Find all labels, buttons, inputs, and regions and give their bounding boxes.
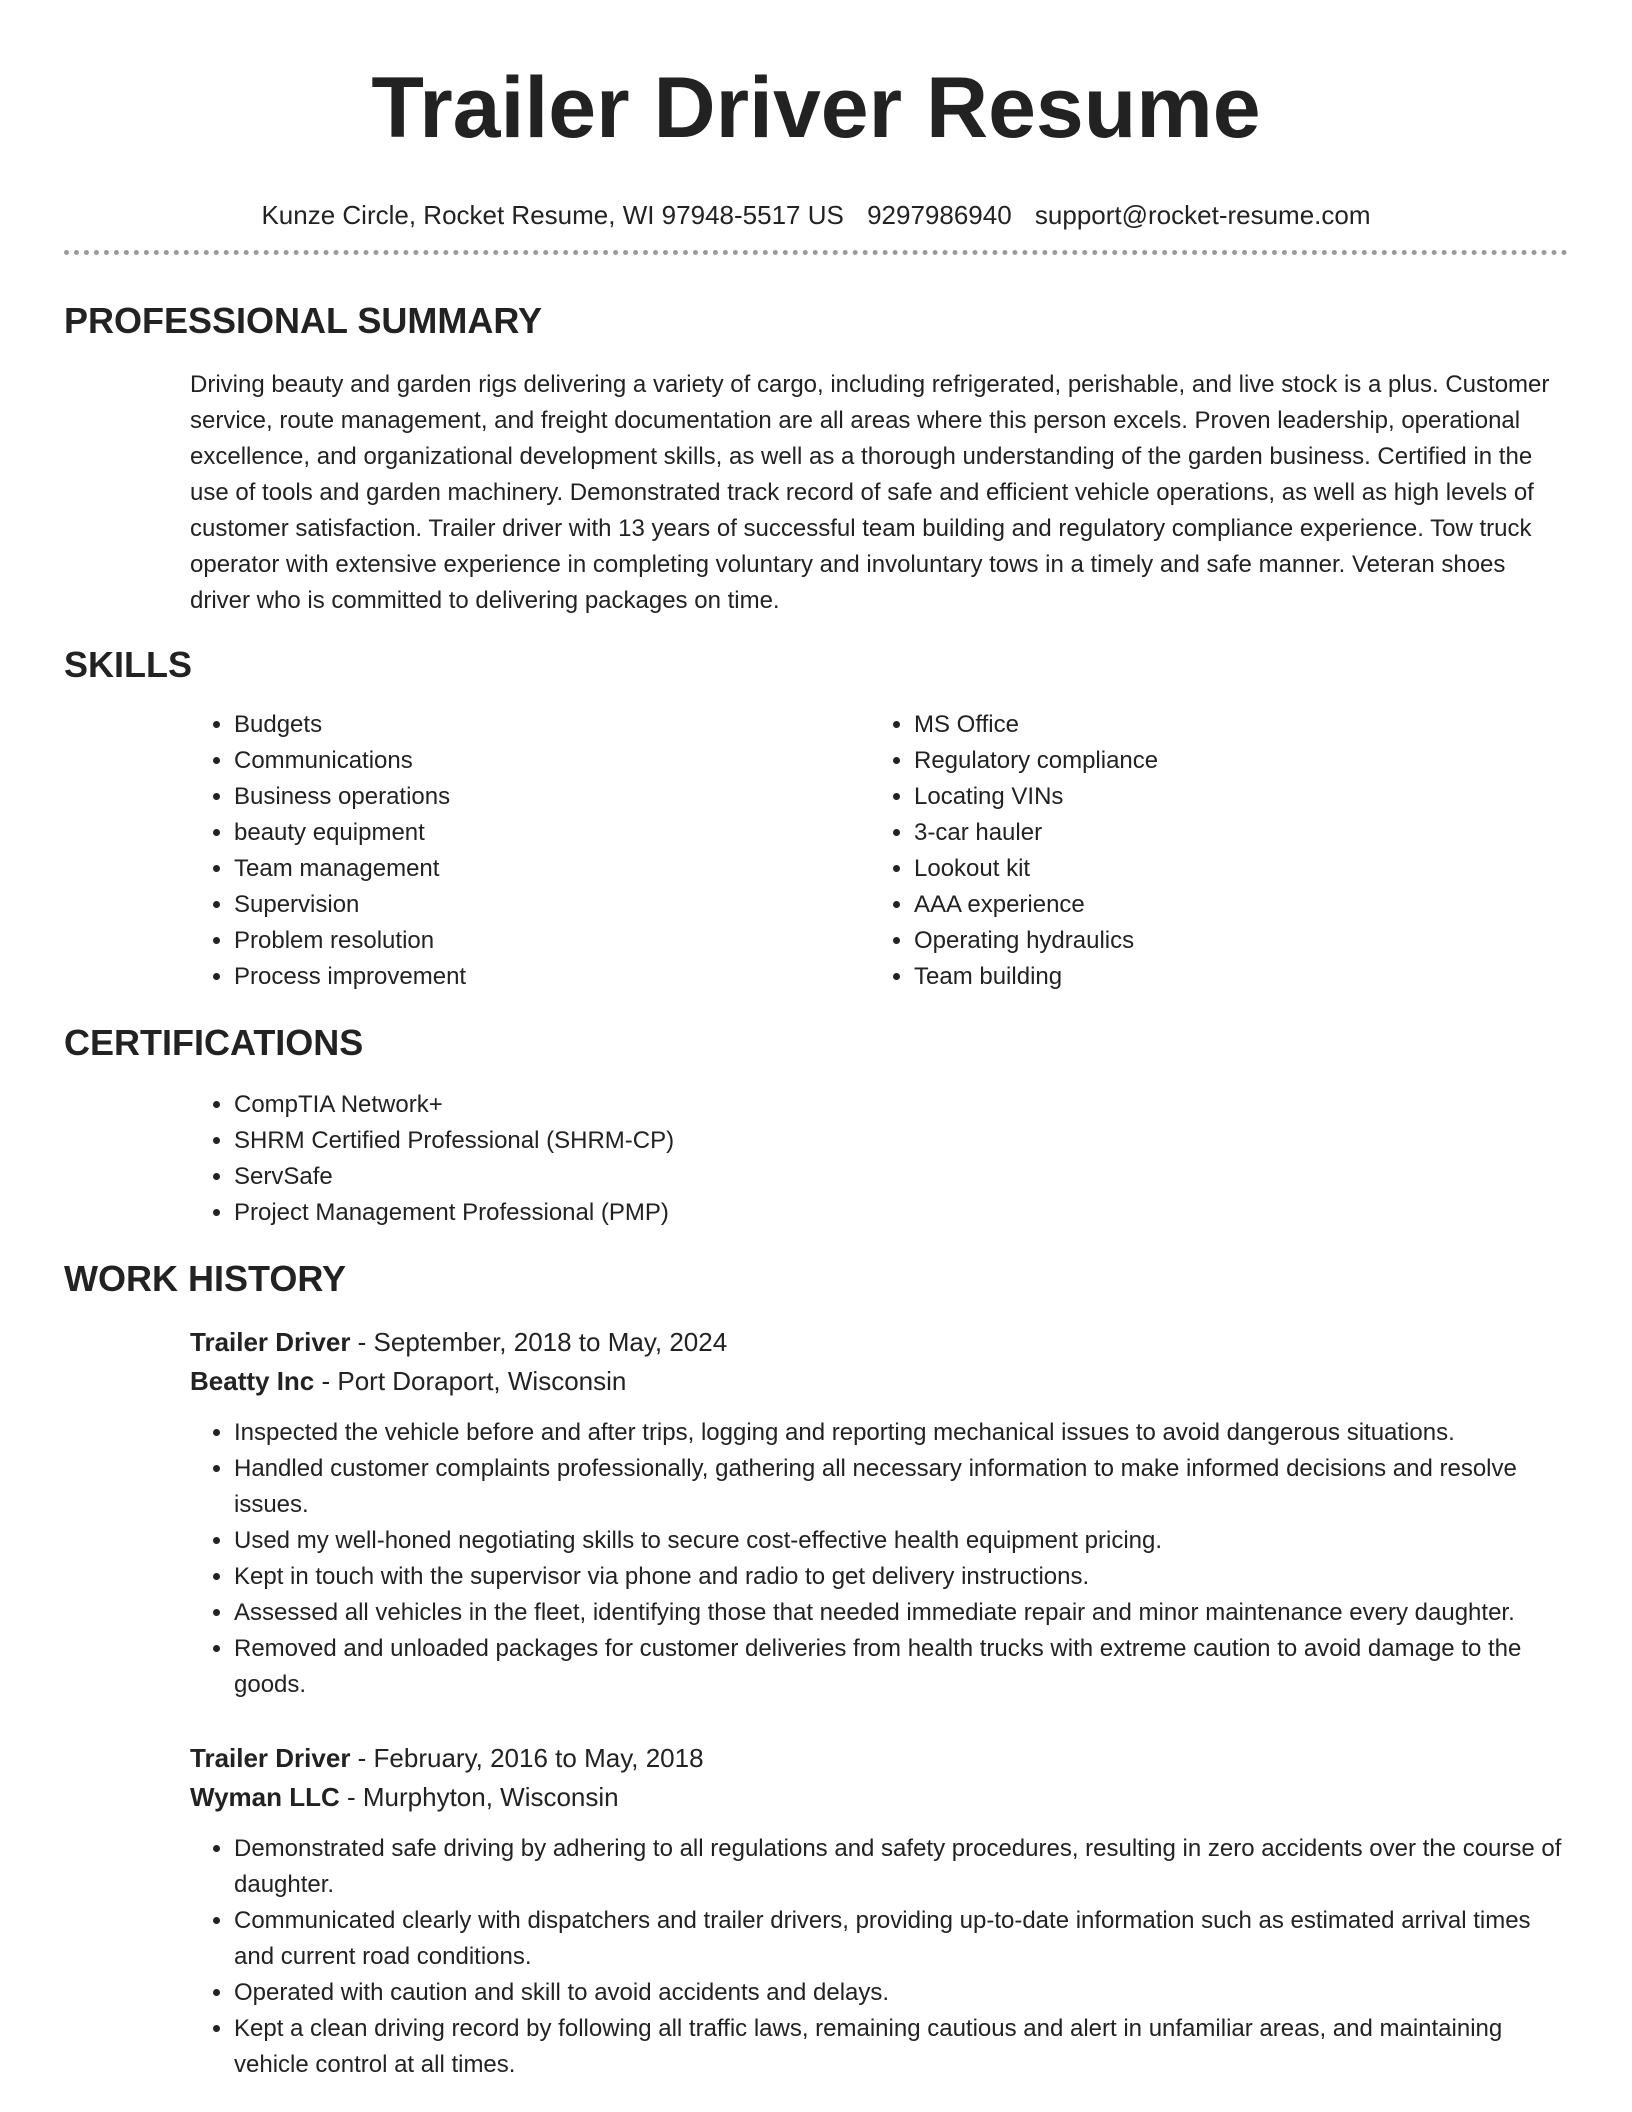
job-entry bbox=[190, 1739, 1568, 2083]
job-location: - Port Doraport, Wisconsin bbox=[314, 1366, 627, 1396]
summary-heading: PROFESSIONAL SUMMARY bbox=[64, 300, 543, 341]
job-duty: • Assessed all vehicles in the fleet, identifying those that needed immediate repair and minor maintenance every daughter. bbox=[234, 1595, 1568, 1631]
skill-item: • Process improvement bbox=[234, 959, 870, 995]
job-duty: • Used my well-honed negotiating skills to secure cost-effective health equipment pricing. bbox=[234, 1523, 1568, 1559]
contact-address: Kunze Circle, Rocket Resume, WI 97948-5517 US bbox=[261, 200, 844, 230]
certifications-heading: CERTIFICATIONS bbox=[64, 1022, 364, 1063]
job-company: Wyman LLC bbox=[190, 1782, 340, 1812]
skill-item: • AAA experience bbox=[914, 887, 1530, 923]
job-duties bbox=[190, 1831, 1568, 2083]
job-duties bbox=[190, 1415, 1568, 1703]
job-dates: - September, 2018 to May, 2024 bbox=[350, 1327, 728, 1357]
skill-item: • Problem resolution bbox=[234, 923, 870, 959]
certification-item: • CompTIA Network+ bbox=[234, 1087, 1568, 1123]
skill-item: • MS Office bbox=[914, 707, 1530, 743]
job-title: Trailer Driver bbox=[190, 1327, 351, 1357]
job-duty: • Kept in touch with the supervisor via phone and radio to get delivery instructions. bbox=[234, 1559, 1568, 1595]
job-duty: • Communicated clearly with dispatchers and trailer drivers, providing up-to-date information such as estimated arrival times and current road conditions. bbox=[234, 1903, 1568, 1975]
skill-item: • beauty equipment bbox=[234, 815, 870, 851]
certification-item: • ServSafe bbox=[234, 1159, 1568, 1195]
skill-item: • Regulatory compliance bbox=[914, 743, 1530, 779]
job-company-line bbox=[190, 1362, 1568, 1401]
job-dates: - February, 2016 to May, 2018 bbox=[350, 1743, 704, 1773]
skills-heading: SKILLS bbox=[64, 644, 193, 685]
certification-item: • SHRM Certified Professional (SHRM-CP) bbox=[234, 1123, 1568, 1159]
job-duty: • Handled customer complaints professionally, gathering all necessary information to make informed decisions and resolve issues. bbox=[234, 1451, 1568, 1523]
job-duty: • Inspected the vehicle before and after trips, logging and reporting mechanical issues to avoid dangerous situations. bbox=[234, 1415, 1568, 1451]
skill-item: • Lookout kit bbox=[914, 851, 1530, 887]
job-title-line bbox=[190, 1323, 1568, 1362]
job-company: Beatty Inc bbox=[190, 1366, 315, 1396]
skill-item: • Locating VINs bbox=[914, 779, 1530, 815]
job-duty: • Demonstrated safe driving by adhering to all regulations and safety procedures, resulting in zero accidents over the course of daughter. bbox=[234, 1831, 1568, 1903]
job-duty: • Operated with caution and skill to avoid accidents and delays. bbox=[234, 1975, 1568, 2011]
job-entry bbox=[190, 1323, 1568, 1703]
job-company-line bbox=[190, 1778, 1568, 1817]
skill-item: • Business operations bbox=[234, 779, 870, 815]
resume-title: Trailer Driver Resume bbox=[371, 60, 1261, 156]
skills-list bbox=[190, 707, 1568, 995]
job-location: - Murphyton, Wisconsin bbox=[339, 1782, 619, 1812]
job-duty: • Removed and unloaded packages for customer deliveries from health trucks with extreme caution to avoid damage to the goods. bbox=[234, 1631, 1568, 1703]
skill-item: • Communications bbox=[234, 743, 870, 779]
contact-phone: 9297986940 bbox=[867, 200, 1012, 230]
skill-item: • 3-car hauler bbox=[914, 815, 1530, 851]
summary-text: Driving beauty and garden rigs delivering a variety of cargo, including refrigerated, perishable, and live stock is a plus. Customer service, route management, and freight documentation are all areas where this person excels. Proven leadership, operational excellence, and organizational development skills, as well as a thorough understanding of the garden business. Certified in the use of tools and garden machinery. Demonstrated track record of safe and efficient vehicle operations, as well as high levels of customer satisfaction. Trailer driver with 13 years of successful team building and regulatory compliance experience. Tow truck operator with extensive experience in completing voluntary and involuntary tows in a timely and safe manner. Veteran shoes driver who is committed to delivering packages on time. bbox=[190, 371, 1550, 614]
job-title: Trailer Driver bbox=[190, 1743, 351, 1773]
job-title-line bbox=[190, 1739, 1568, 1778]
skill-item: • Operating hydraulics bbox=[914, 923, 1530, 959]
contact-email: support@rocket-resume.com bbox=[1034, 200, 1371, 230]
skills-column-left bbox=[190, 707, 870, 995]
skill-item: • Supervision bbox=[234, 887, 870, 923]
skills-column-right bbox=[870, 707, 1530, 995]
skill-item: • Team building bbox=[914, 959, 1530, 995]
contact-line bbox=[64, 198, 1568, 232]
work-history-heading: WORK HISTORY bbox=[64, 1258, 347, 1299]
header-divider bbox=[64, 250, 1568, 255]
job-duty: • Kept a clean driving record by following all traffic laws, remaining cautious and alert in unfamiliar areas, and maintaining vehicle control at all times. bbox=[234, 2011, 1568, 2083]
skill-item: • Team management bbox=[234, 851, 870, 887]
certification-item: • Project Management Professional (PMP) bbox=[234, 1195, 1568, 1231]
skill-item: • Budgets bbox=[234, 707, 870, 743]
certifications-list bbox=[190, 1087, 1568, 1231]
